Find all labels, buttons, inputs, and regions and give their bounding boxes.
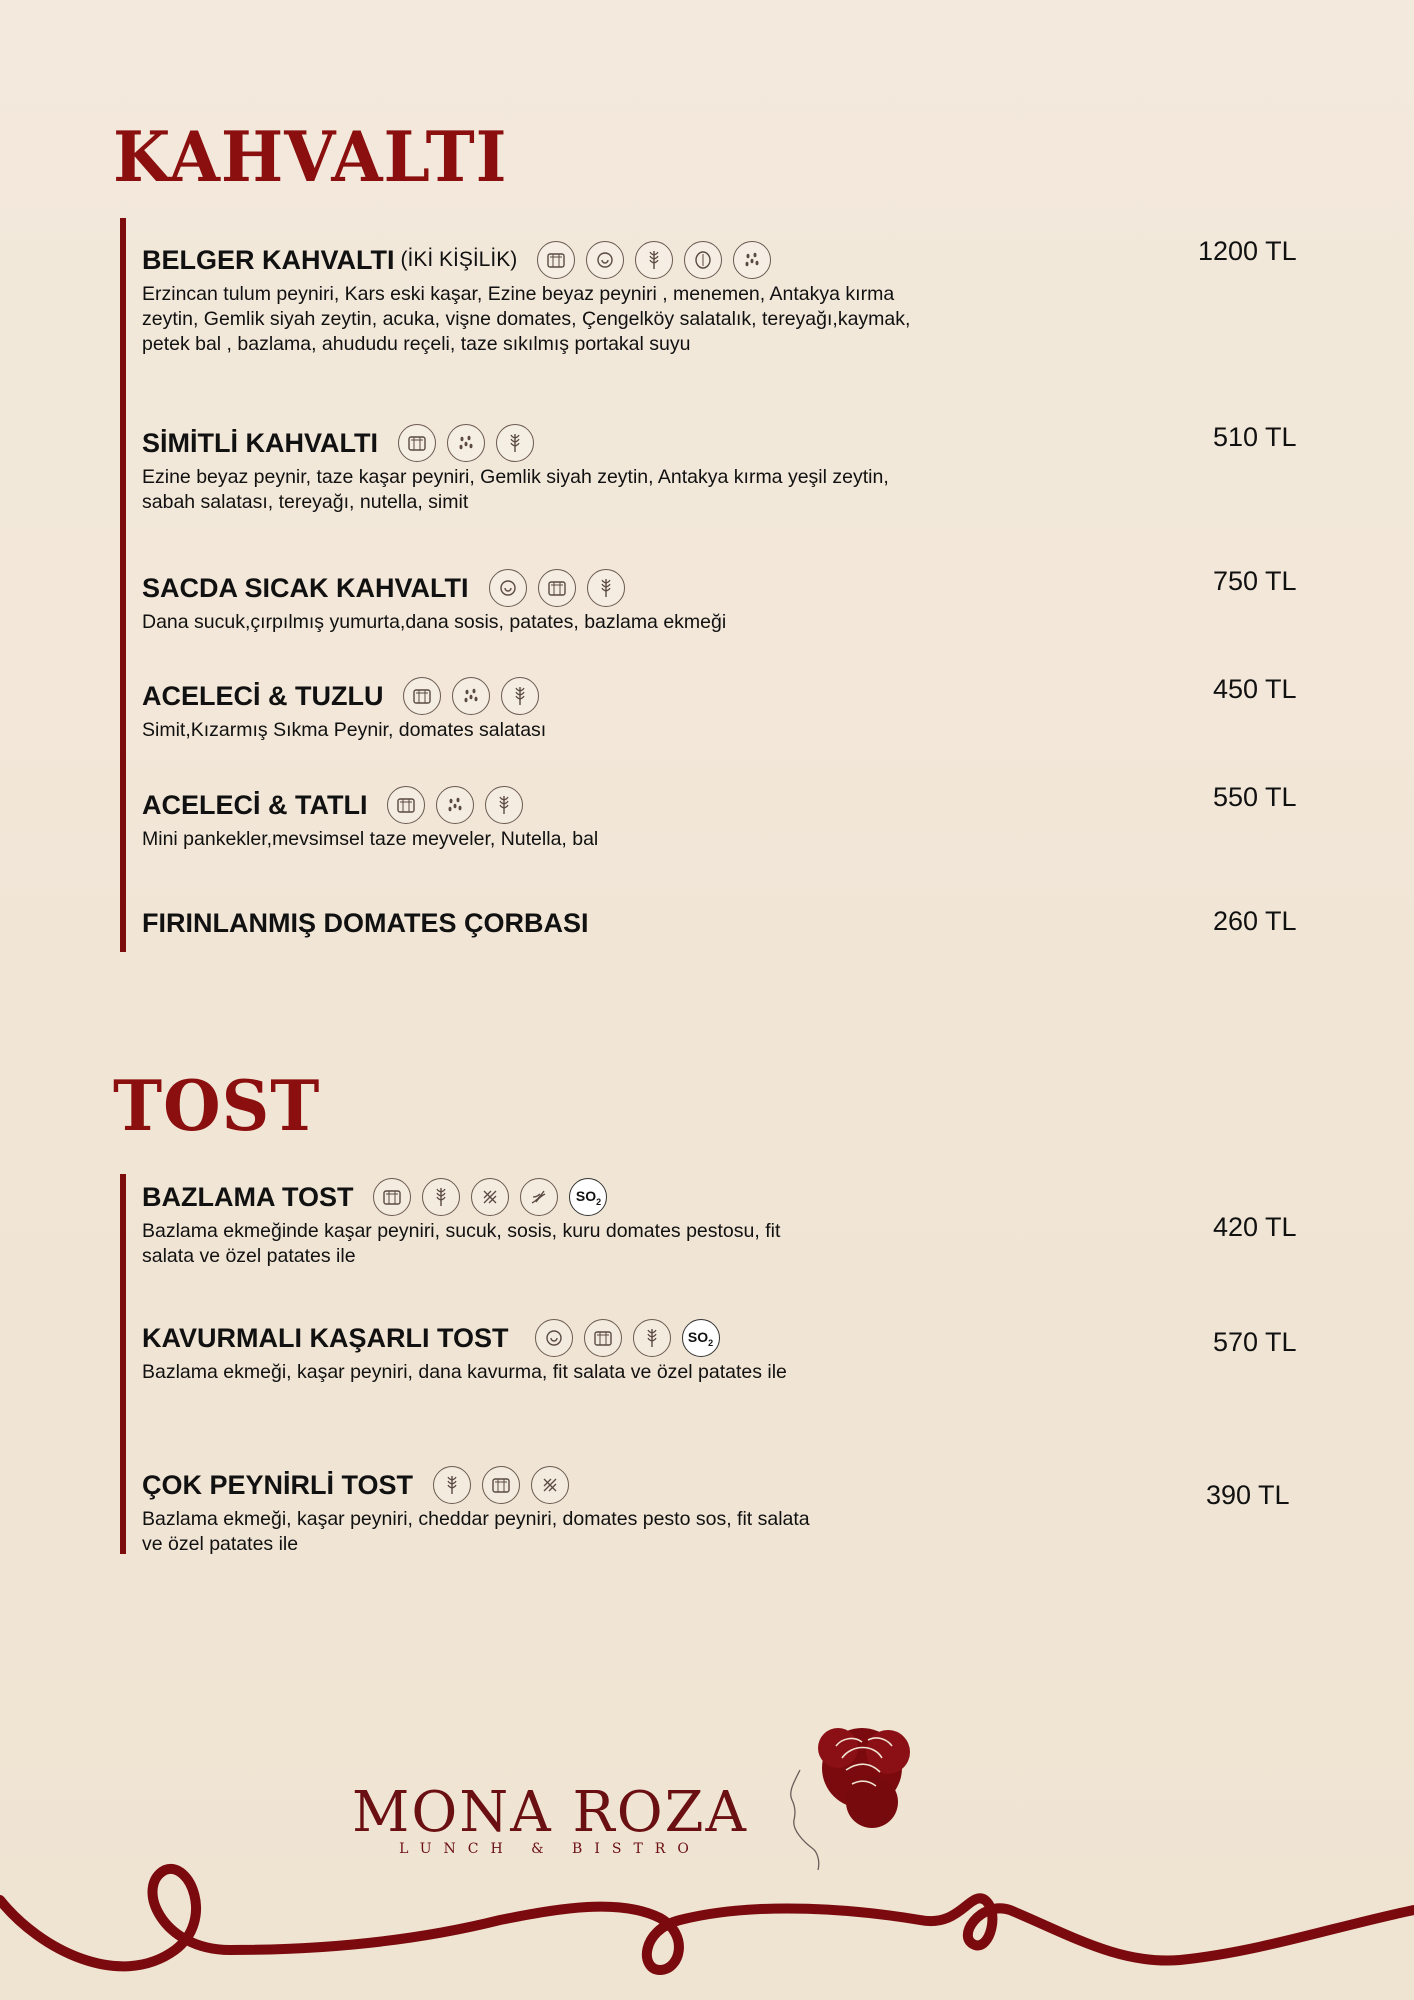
item-name: SACDA SICAK KAHVALTI [142,572,469,603]
egg-carton-icon [387,786,425,824]
mustard-icon [471,1178,509,1216]
logo-name: MONA ROZA [352,1780,748,1845]
item-name: ACELECİ & TATLI [142,789,368,820]
item-name: BELGER KAHVALTI [142,244,395,275]
sesame-icon [452,677,490,715]
item-price: 550 TL [1213,782,1297,812]
egg-carton-icon [537,241,575,279]
egg-carton-icon [373,1178,411,1216]
item-description: Simit,Kızarmış Sıkma Peynir, domates salatası [142,719,547,741]
menu-item [142,676,1312,743]
menu-item [142,568,1312,635]
wheat-icon [633,1319,671,1357]
allergen-icons [537,241,771,279]
menu-item [142,240,1312,357]
mustard-icon [531,1466,569,1504]
sesame-icon [447,424,485,462]
egg-carton-icon [398,424,436,462]
wheat-icon [501,677,539,715]
wheat-icon [485,786,523,824]
item-price: 450 TL [1213,674,1297,704]
menu-item [142,1465,1312,1557]
wheat-icon [433,1466,471,1504]
menu-item [142,423,1312,515]
item-description: Ezine beyaz peynir, taze kaşar peyniri, Gemlik siyah zeytin, Antakya kırma yeşil zeytin, sabah salatası, tereyağı, nutella, simit [142,466,889,513]
allergen-icons [403,677,539,715]
decorative-wave [0,1840,1414,2000]
sesame-icon [733,241,771,279]
milk-icon [535,1319,573,1357]
item-description: Dana sucuk,çırpılmış yumurta,dana sosis, patates, bazlama ekmeği [142,611,727,633]
egg-carton-icon [538,569,576,607]
item-description: Erzincan tulum peyniri, Kars eski kaşar, Ezine beyaz peyniri , menemen, Antakya kırma zeytin, Gemlik siyah zeytin, acuka, vişne domates, Çengelköy salatalık, tereyağı,kaymak, petek bal , bazlama, ahududu reçeli, taze sıkılmış portakal suyu [142,283,911,355]
item-price: 390 TL [1206,1480,1290,1510]
milk-icon [489,569,527,607]
egg-carton-icon [584,1319,622,1357]
logo-tagline: LUNCH & BISTRO [399,1841,701,1857]
allergen-icons [535,1319,720,1357]
item-description: Mini pankekler,mevsimsel taze meyveler, Nutella, bal [142,828,599,850]
allergen-icons [433,1466,569,1504]
egg-carton-icon [403,677,441,715]
item-name: SİMİTLİ KAHVALTI [142,427,378,458]
allergen-icons [387,786,523,824]
section-title-tost: TOST [113,1065,321,1147]
item-name: ACELECİ & TUZLU [142,680,384,711]
item-price: 570 TL [1213,1327,1297,1357]
allergen-icons [373,1178,607,1216]
item-price: 260 TL [1213,906,1297,936]
section-divider-bar [120,1174,126,1554]
wheat-icon [587,569,625,607]
celery-icon [520,1178,558,1216]
sesame-icon [436,786,474,824]
item-suffix: (İKİ KİŞİLİK) [400,248,518,271]
section-title-kahvalti: KAHVALTI [113,116,508,198]
so2-icon: $SO_2$ [682,1319,720,1357]
wheat-icon [635,241,673,279]
item-price: 1200 TL [1198,236,1297,266]
allergen-icons [398,424,534,462]
item-price: 510 TL [1213,422,1297,452]
egg-carton-icon [482,1466,520,1504]
item-name: ÇOK PEYNİRLİ TOST [142,1469,414,1500]
item-description: Bazlama ekmeği, kaşar peyniri, cheddar peyniri, domates pesto sos, fit salata ve özel patates ile [142,1508,810,1555]
item-name: KAVURMALI KAŞARLI TOST [142,1322,509,1353]
allergen-icons [489,569,625,607]
menu-item [142,1177,1312,1269]
item-price: 420 TL [1213,1212,1297,1242]
item-description: Bazlama ekmeği, kaşar peyniri, dana kavurma, fit salata ve özel patates ile [142,1361,787,1383]
item-price: 750 TL [1213,566,1297,596]
menu-item [142,903,1312,943]
item-name: FIRINLANMIŞ DOMATES ÇORBASI [142,907,589,938]
milk-icon [586,241,624,279]
menu-item [142,785,1312,852]
menu-item [142,1318,1312,1385]
nut-icon [684,241,722,279]
section-divider-bar [120,218,126,952]
item-description: Bazlama ekmeğinde kaşar peyniri, sucuk, sosis, kuru domates pestosu, fit salata ve özel patates ile [142,1220,781,1267]
wheat-icon [496,424,534,462]
item-name: BAZLAMA TOST [142,1181,354,1212]
wheat-icon [422,1178,460,1216]
so2-icon: $SO_2$ [569,1178,607,1216]
